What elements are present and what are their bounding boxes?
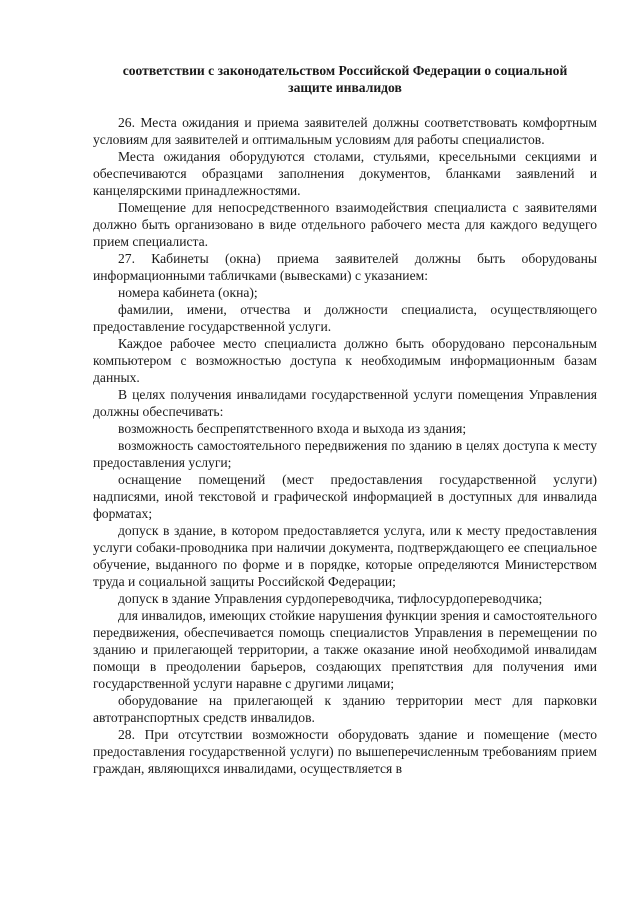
paragraph-27: 27. Кабинеты (окна) приема заявителей должны быть оборудованы информационными табличками (вывесками) с указанием: [93, 251, 597, 283]
list-item-entrance: возможность беспрепятственного входа и выхода из здания; [118, 421, 467, 436]
heading-line-1: соответствии с законодательством Российской Федерации о социальной [122, 63, 568, 78]
paragraph-26: 26. Места ожидания и приема заявителей должны соответствовать комфортным условиям для заявителей и оптимальным условиям для работы специалистов. [93, 115, 597, 147]
section-heading [93, 62, 597, 96]
paragraph-waiting-areas: Места ожидания оборудуются столами, стульями, кресельными секциями и обеспечиваются образцами заполнения документов, бланками заявлений и канцелярскими принадлежностями. [93, 149, 597, 198]
list-item-assistance: для инвалидов, имеющих стойкие нарушения функции зрения и самостоятельного передвижения, обеспечивается помощь специалистов Управления в перемещении по зданию и прилегающей территории, а также оказание иной необходимой инвалидам помощи в преодолении барьеров, создающих препятствия для получения ими государственной услуги наравне с другими лицами; [93, 608, 597, 691]
list-item-interpreter: допуск в здание Управления сурдопереводчика, тифлосурдопереводчика; [118, 591, 543, 606]
list-item-office-number: номера кабинета (окна); [118, 285, 258, 300]
paragraph-computer: Каждое рабочее место специалиста должно быть оборудовано персональным компьютером с возможностью доступа к необходимым информационным базам данных. [93, 336, 597, 385]
paragraph-28: 28. При отсутствии возможности оборудовать здание и помещение (место предоставления государственной услуги) по вышеперечисленным требованиям прием граждан, являющихся инвалидами, осуществляется в [93, 727, 597, 776]
document-page [93, 62, 597, 777]
list-item-guide-dog: допуск в здание, в котором предоставляется услуга, или к месту предоставления услуги собаки-проводника при наличии документа, подтверждающего ее специальное обучение, выданного по форме и в порядке, которые определяются Министерством труда и социальной защиты Российской Федерации; [93, 523, 597, 589]
paragraph-accessibility-intro: В целях получения инвалидами государственной услуги помещения Управления должны обеспечивать: [93, 387, 597, 419]
list-item-specialist-name: фамилии, имени, отчества и должности специалиста, осуществляющего предоставление государственной услуги. [93, 302, 597, 334]
list-item-parking: оборудование на прилегающей к зданию территории мест для парковки автотранспортных средств инвалидов. [93, 693, 597, 725]
list-item-movement: возможность самостоятельного передвижения по зданию в целях доступа к месту предоставления услуги; [93, 438, 597, 470]
heading-line-2: защите инвалидов [288, 80, 402, 95]
list-item-signage: оснащение помещений (мест предоставления государственной услуги) надписями, иной текстовой и графической информацией в доступных для инвалида форматах; [93, 472, 597, 521]
paragraph-workplace: Помещение для непосредственного взаимодействия специалиста с заявителями должно быть организовано в виде отдельного рабочего места для каждого ведущего прием специалиста. [93, 200, 597, 249]
